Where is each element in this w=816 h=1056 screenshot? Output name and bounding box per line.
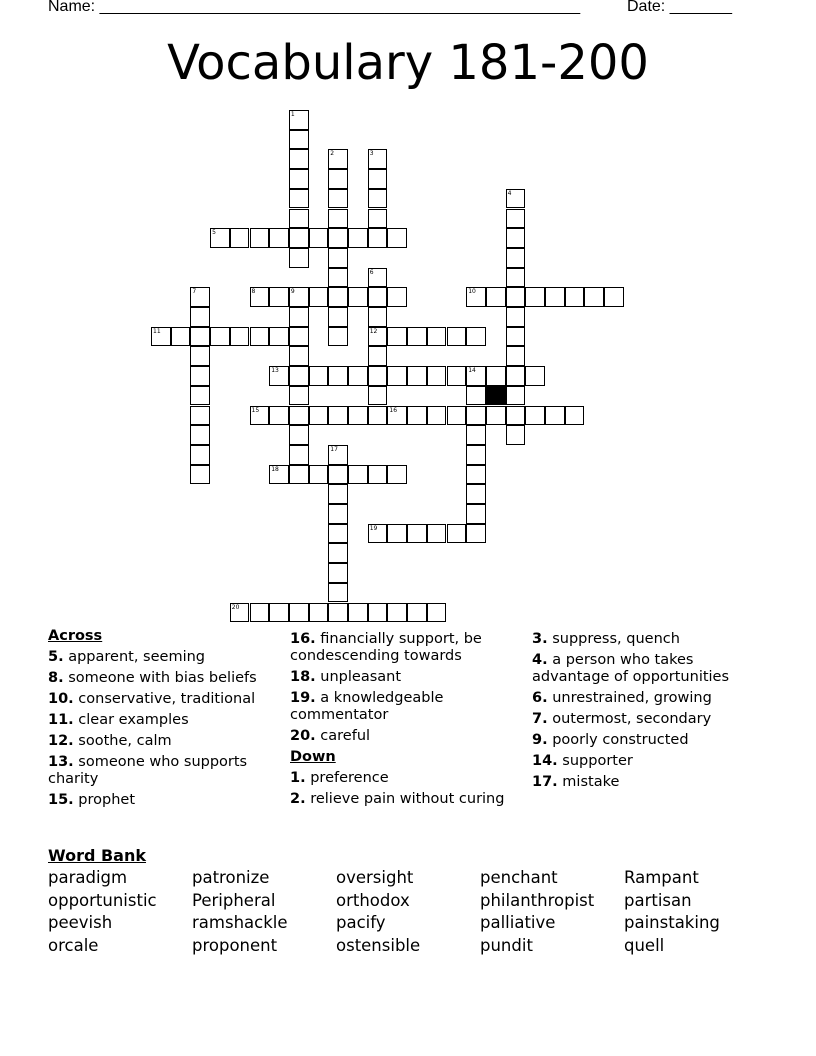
clue-number: 9 — [290, 288, 295, 296]
grid-cell[interactable] — [466, 327, 486, 347]
grid-cell[interactable] — [289, 406, 309, 426]
across-clues-col-1 — [48, 628, 280, 813]
grid-cell[interactable] — [447, 406, 467, 426]
grid-cell[interactable] — [368, 346, 388, 366]
grid-cell[interactable] — [565, 406, 585, 426]
grid-cell[interactable] — [269, 327, 289, 347]
grid-cell[interactable] — [427, 406, 447, 426]
grid-cell[interactable] — [506, 406, 526, 426]
grid-cell[interactable] — [447, 366, 467, 386]
clue-down-7: 7. outermost, secondary — [532, 711, 712, 727]
word-bank-item: pacify — [336, 913, 386, 932]
grid-cell[interactable] — [269, 228, 289, 248]
grid-cell[interactable] — [190, 465, 210, 485]
grid-cell[interactable] — [387, 287, 407, 307]
clue-down-14: 14. supporter — [532, 753, 633, 769]
grid-cell[interactable] — [447, 524, 467, 544]
word-bank-item: partisan — [624, 891, 692, 910]
clue-number: 18 — [271, 465, 279, 473]
grid-cell[interactable] — [250, 228, 270, 248]
grid-cell[interactable] — [328, 307, 348, 327]
grid-cell[interactable] — [289, 307, 309, 327]
grid-cell[interactable] — [506, 228, 526, 248]
grid-cell[interactable] — [328, 583, 348, 603]
grid-cell[interactable] — [387, 524, 407, 544]
worksheet-title: Vocabulary 181-200 — [167, 35, 649, 91]
grid-cell[interactable] — [328, 406, 348, 426]
grid-cell[interactable] — [328, 248, 348, 268]
grid-cell[interactable] — [348, 366, 368, 386]
clue-across-13: 13. someone who supports charity — [48, 754, 248, 787]
grid-cell[interactable] — [190, 327, 210, 347]
grid-cell[interactable] — [289, 603, 309, 623]
grid-cell[interactable] — [486, 287, 506, 307]
grid-cell[interactable] — [368, 386, 388, 406]
grid-cell[interactable] — [427, 327, 447, 347]
grid-cell[interactable] — [506, 346, 526, 366]
grid-cell[interactable] — [407, 524, 427, 544]
grid-cell[interactable] — [190, 445, 210, 465]
grid-cell[interactable] — [506, 366, 526, 386]
grid-cell[interactable] — [506, 268, 526, 288]
black-cell — [486, 386, 506, 406]
date-field[interactable]: Date: _______ — [627, 0, 732, 15]
grid-cell[interactable] — [309, 287, 329, 307]
grid-cell[interactable] — [190, 307, 210, 327]
word-bank-item: pundit — [480, 936, 533, 955]
grid-cell[interactable] — [506, 386, 526, 406]
grid-cell[interactable] — [309, 406, 329, 426]
word-bank-item: paradigm — [48, 868, 128, 887]
clue-number: 10 — [468, 288, 476, 296]
grid-cell[interactable] — [368, 287, 388, 307]
grid-cell[interactable] — [250, 327, 270, 347]
clue-across-11: 11. clear examples — [48, 712, 189, 728]
grid-cell[interactable] — [466, 386, 486, 406]
clue-down-2: 2. relieve pain without curing — [290, 791, 505, 807]
grid-cell[interactable] — [348, 603, 368, 623]
clue-across-16: 16. financially support, be condescending towards — [290, 631, 482, 664]
grid-cell[interactable] — [328, 504, 348, 524]
word-bank-item: Rampant — [624, 868, 699, 887]
grid-cell[interactable] — [190, 425, 210, 445]
grid-cell[interactable] — [545, 406, 565, 426]
grid-cell[interactable] — [387, 228, 407, 248]
grid-cell[interactable] — [289, 366, 309, 386]
grid-cell[interactable] — [427, 603, 447, 623]
grid-cell[interactable] — [407, 603, 427, 623]
clue-across-10: 10. conservative, traditional — [48, 691, 256, 707]
across-heading: Across — [48, 628, 103, 644]
grid-cell[interactable] — [328, 543, 348, 563]
grid-cell[interactable] — [328, 209, 348, 229]
grid-cell[interactable] — [289, 209, 309, 229]
grid-cell[interactable] — [584, 287, 604, 307]
word-bank-item: ostensible — [336, 936, 421, 955]
grid-cell[interactable] — [328, 189, 348, 209]
word-bank-item: patronize — [192, 868, 270, 887]
grid-cell[interactable] — [545, 287, 565, 307]
grid-cell[interactable] — [506, 248, 526, 268]
grid-cell[interactable] — [309, 366, 329, 386]
grid-cell[interactable] — [289, 130, 309, 150]
clue-number: 11 — [153, 327, 161, 335]
grid-cell[interactable] — [190, 366, 210, 386]
clue-number: 19 — [369, 524, 378, 532]
grid-cell[interactable] — [289, 425, 309, 445]
grid-cell[interactable] — [506, 425, 526, 445]
grid-cell[interactable] — [525, 287, 545, 307]
clue-number: 14 — [468, 367, 476, 375]
grid-cell[interactable] — [466, 425, 486, 445]
grid-cell[interactable] — [289, 189, 309, 209]
grid-cell[interactable] — [289, 248, 309, 268]
clue-number: 12 — [369, 327, 378, 335]
grid-cell[interactable] — [328, 169, 348, 189]
word-bank-item: peevish — [48, 913, 113, 932]
clue-number: 4 — [507, 189, 512, 197]
grid-cell[interactable] — [289, 445, 309, 465]
clue-number: 2 — [330, 150, 335, 158]
clue-across-18: 18. unpleasant — [290, 669, 402, 685]
clue-across-8: 8. someone with bias beliefs — [48, 670, 257, 686]
grid-cell[interactable] — [525, 366, 545, 386]
grid-cell[interactable] — [486, 406, 506, 426]
grid-cell[interactable] — [466, 445, 486, 465]
clue-number: 16 — [389, 406, 398, 414]
grid-cell[interactable] — [289, 169, 309, 189]
grid-cell[interactable] — [328, 228, 348, 248]
grid-cell[interactable] — [190, 406, 210, 426]
down-clues-col-3 — [532, 631, 772, 795]
word-bank-item: orcale — [48, 936, 99, 955]
grid-cell[interactable] — [269, 603, 289, 623]
grid-cell[interactable] — [171, 327, 191, 347]
grid-cell[interactable] — [368, 307, 388, 327]
grid-cell[interactable] — [309, 603, 329, 623]
clue-number: 8 — [251, 288, 256, 296]
word-bank-item: penchant — [480, 868, 558, 887]
clue-down-9: 9. poorly constructed — [532, 732, 689, 748]
word-bank-item: painstaking — [624, 913, 720, 932]
grid-cell[interactable] — [289, 465, 309, 485]
grid-cell[interactable] — [368, 366, 388, 386]
grid-cell[interactable] — [506, 287, 526, 307]
grid-cell[interactable] — [506, 307, 526, 327]
grid-cell[interactable] — [289, 346, 309, 366]
grid-cell[interactable] — [328, 268, 348, 288]
clue-across-12: 12. soothe, calm — [48, 733, 172, 749]
grid-cell[interactable] — [565, 287, 585, 307]
grid-cell[interactable] — [486, 366, 506, 386]
clue-number: 20 — [231, 603, 240, 611]
clue-number: 6 — [369, 268, 374, 276]
grid-cell[interactable] — [230, 327, 250, 347]
grid-cell[interactable] — [269, 287, 289, 307]
grid-cell[interactable] — [328, 603, 348, 623]
clue-number: 1 — [290, 111, 295, 118]
clue-down-6: 6. unrestrained, growing — [532, 690, 712, 706]
grid-cell[interactable] — [407, 406, 427, 426]
clues-col-2 — [290, 631, 522, 812]
grid-cell[interactable] — [466, 484, 486, 504]
grid-cell[interactable] — [407, 366, 427, 386]
word-bank-item: philanthropist — [480, 891, 595, 910]
grid-cell[interactable] — [368, 406, 388, 426]
grid-cell[interactable] — [466, 406, 486, 426]
grid-cell[interactable] — [309, 228, 329, 248]
grid-cell[interactable] — [328, 484, 348, 504]
word-bank-item: quell — [624, 936, 665, 955]
grid-cell[interactable] — [289, 149, 309, 169]
clue-down-4: 4. a person who takes advantage of opportunities — [532, 652, 730, 685]
word-bank-item: opportunistic — [48, 891, 157, 910]
grid-cell[interactable] — [348, 465, 368, 485]
grid-cell[interactable] — [210, 327, 230, 347]
grid-cell[interactable] — [328, 563, 348, 583]
name-field[interactable]: Name: ______________________________________________________ — [48, 0, 581, 15]
grid-cell[interactable] — [387, 327, 407, 347]
down-heading: Down — [290, 749, 336, 765]
clue-across-20: 20. careful — [290, 728, 371, 744]
grid-cell[interactable] — [427, 524, 447, 544]
grid-cell[interactable] — [506, 327, 526, 347]
grid-cell[interactable] — [427, 366, 447, 386]
clue-number: 17 — [330, 445, 338, 453]
grid-cell[interactable] — [466, 504, 486, 524]
clue-number: 3 — [369, 150, 374, 158]
grid-cell[interactable] — [190, 346, 210, 366]
clue-across-19: 19. a knowledgeable commentator — [290, 690, 444, 723]
grid-cell[interactable] — [506, 209, 526, 229]
grid-cell[interactable] — [525, 406, 545, 426]
grid-cell[interactable] — [328, 524, 348, 544]
clue-number: 7 — [192, 288, 197, 296]
grid-cell[interactable] — [466, 524, 486, 544]
word-bank-item: ramshackle — [192, 913, 288, 932]
clue-down-3: 3. suppress, quench — [532, 631, 680, 647]
grid-cell[interactable] — [328, 327, 348, 347]
grid-cell[interactable] — [328, 287, 348, 307]
clue-down-1: 1. preference — [290, 770, 389, 786]
clue-across-15: 15. prophet — [48, 792, 136, 808]
grid-cell[interactable] — [230, 228, 250, 248]
grid-cell[interactable] — [348, 287, 368, 307]
grid-cell[interactable] — [368, 169, 388, 189]
word-bank-item: palliative — [480, 913, 556, 932]
word-bank-item: Peripheral — [192, 891, 276, 910]
grid-cell[interactable] — [387, 366, 407, 386]
grid-cell[interactable] — [309, 465, 329, 485]
grid-cell[interactable] — [348, 406, 368, 426]
grid-cell[interactable] — [368, 603, 388, 623]
clue-number: 13 — [271, 367, 279, 375]
grid-cell[interactable] — [269, 406, 289, 426]
grid-cell[interactable] — [368, 209, 388, 229]
grid-cell[interactable] — [328, 465, 348, 485]
grid-cell[interactable] — [447, 327, 467, 347]
word-bank-item: proponent — [192, 936, 278, 955]
clue-number: 5 — [212, 229, 216, 237]
word-bank-item: orthodox — [336, 891, 410, 910]
word-bank-heading: Word Bank — [48, 846, 147, 865]
clue-number: 15 — [251, 406, 260, 414]
grid-cell[interactable] — [387, 465, 407, 485]
grid-cell[interactable] — [289, 386, 309, 406]
clue-down-17: 17. mistake — [532, 774, 620, 790]
grid-cell[interactable] — [407, 327, 427, 347]
grid-cell[interactable] — [250, 603, 270, 623]
grid-cell[interactable] — [387, 603, 407, 623]
grid-cell[interactable] — [348, 228, 368, 248]
grid-cell[interactable] — [368, 228, 388, 248]
grid-cell[interactable] — [289, 327, 309, 347]
grid-cell[interactable] — [604, 287, 624, 307]
grid-cell[interactable] — [368, 465, 388, 485]
grid-cell[interactable] — [190, 386, 210, 406]
grid-cell[interactable] — [368, 189, 388, 209]
word-bank-item: oversight — [336, 868, 414, 887]
grid-cell[interactable] — [466, 465, 486, 485]
clue-across-5: 5. apparent, seeming — [48, 649, 205, 665]
grid-cell[interactable] — [289, 228, 309, 248]
grid-cell[interactable] — [328, 366, 348, 386]
